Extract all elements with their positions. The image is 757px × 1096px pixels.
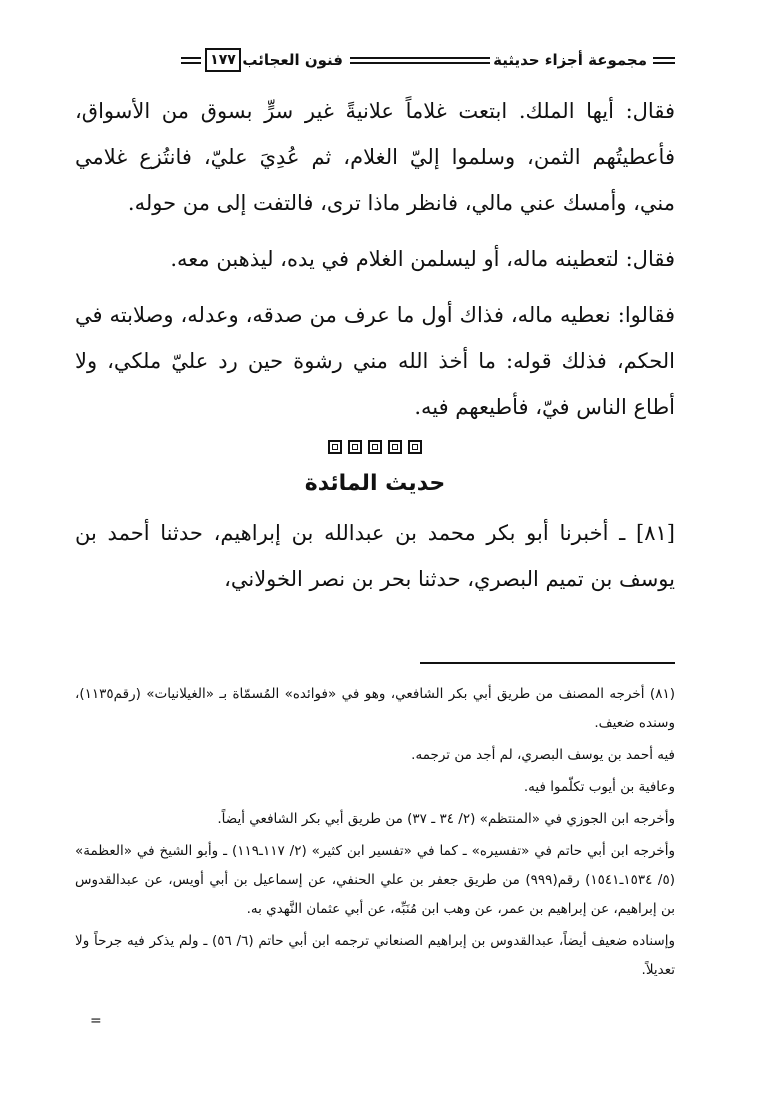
separator-square-icon	[368, 440, 382, 454]
header-rule-right	[653, 57, 675, 64]
footnote-1: (٨١) أخرجه المصنف من طريق أبي بكر الشافعي، وهو في «فوائده» المُسمّاة بـ «الغيلانيات» (رقم١١٣٥)، وسنده ضعيف.	[75, 686, 675, 731]
paragraph-3: فقالوا: نعطيه ماله، فذاك أول ما عرف من صدقه، وعدله، وصلابته في الحكم، فذلك قوله: ما أخذ الله مني رشوة حين رد عليّ ملكي، ولا أطاع الناس فيّ، فأطيعهم فيه.	[75, 303, 675, 419]
header-series-title: مجموعة أجزاء حديثية	[489, 48, 651, 72]
hadith-paragraph: [٨١] ـ أخبرنا أبو بكر محمد بن عبدالله بن إبراهيم، حدثنا أحمد بن يوسف بن تميم البصري، حدثنا بحر بن نصر الخولاني،	[75, 521, 675, 591]
separator-square-icon	[328, 440, 342, 454]
paragraph-1: فقال: أيها الملك. ابتعت غلاماً علانيةً غير سرٍّ بسوق من الأسواق، فأعطيتُهم الثمن، وسلموا إليّ الغلام، ثم عُدِيَ عليّ، فانتُزع غلامي مني، وأمسك عني مالي، فانظر ماذا ترى، فالتفت إلى من حوله.	[75, 99, 675, 215]
header-rule-middle	[350, 57, 490, 64]
footnote-3: وعافية بن أيوب تكلّموا فيه.	[523, 779, 675, 795]
paragraph-2: فقال: لتعطينه ماله، أو ليسلمن الغلام في يده، ليذهبن معه.	[170, 247, 675, 271]
footnote-5: وأخرجه ابن أبي حاتم في «تفسيره» ـ كما في «تفسير ابن كثير» (٢/ ١١٧ـ١١٩) ـ وأبو الشيخ في «العظمة» (٥/ ١٥٣٤ـ١٥٤١) رقم(٩٩٩) من طريق جعفر بن علي الحنفي، عن إسماعيل بن أبي أويس، عن عبدالقدوس بن إبراهيم، عن إبراهيم بن عمر، عن وهب ابن مُنَبِّه، عن أبي عثمان النَّهدي به.	[75, 843, 676, 917]
header-page-number: ١٧٧	[205, 48, 241, 72]
footnotes	[75, 680, 675, 988]
section-separator	[75, 440, 675, 454]
footnote-4: وأخرجه ابن الجوزي في «المنتظم» (٢/ ٣٤ ـ ٣٧) من طريق أبي بكر الشافعي أيضاً.	[217, 811, 675, 827]
continuation-mark: =	[90, 1013, 102, 1029]
main-text	[75, 88, 675, 612]
separator-square-icon	[408, 440, 422, 454]
footnote-divider	[420, 662, 675, 664]
footnote-6: وإسناده ضعيف أيضاً، عبدالقدوس بن إبراهيم الصنعاني ترجمه ابن أبي حاتم (٦/ ٥٦) ـ ولم يذكر فيه جرحاً ولا تعديلاً.	[75, 933, 675, 978]
footnote-2: فيه أحمد بن يوسف البصري، لم أجد من ترجمه.	[411, 747, 675, 763]
separator-square-icon	[388, 440, 402, 454]
separator-square-icon	[348, 440, 362, 454]
section-title: حديث المائدة	[304, 471, 446, 496]
header-book-title: فنون العجائب	[238, 48, 347, 72]
header-rule-left	[181, 57, 201, 64]
running-header	[60, 48, 675, 76]
